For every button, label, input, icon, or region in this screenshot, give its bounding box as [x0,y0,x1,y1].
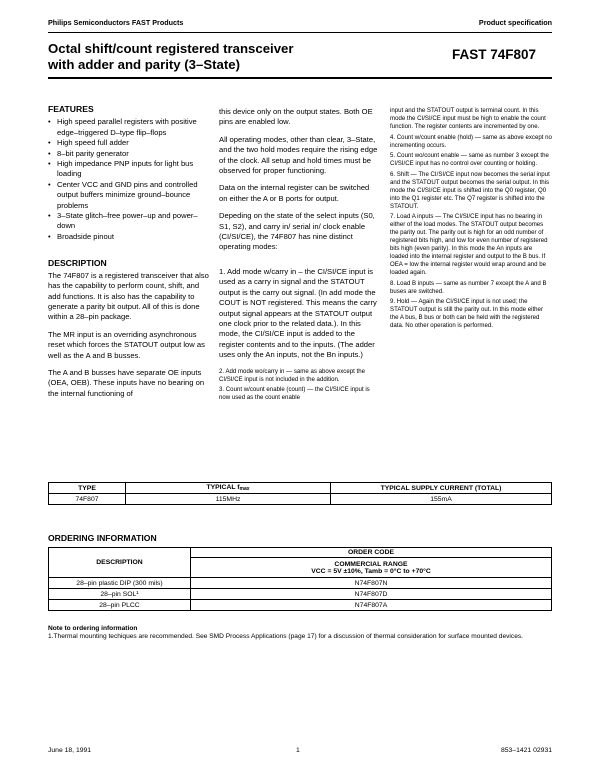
mode-description: input and the STATOUT output is terminal count. In this mode the CI/SI/CE input must be high to enable the count function. The register contents are incremented by one. [390,107,546,130]
table-cell: 74F807 [49,494,126,505]
body-paragraph: Data on the internal register can be switched on either the A or B ports for output. [219,183,370,203]
table-row [49,589,552,600]
list-item: • Broadside pinout [48,231,114,241]
fmax-header: TYPICAL $f_{max}$ [126,483,331,494]
note-title: Note to ordering information [48,625,138,632]
description-paragraph: The 74F807 is a registered transceiver that also has the capability to perform count, shift, and add functions. It is also has the capability to generate a parity bit output. All of this is done within a 28–pin package. [48,270,209,322]
note-text: 1.Thermal mounting techiques are recommended. See SMD Process Applications (page 17) for a discussion of thermal consideration for surface mounted devices. [48,633,523,640]
table-row [49,600,552,611]
list-item: • High impedance PNP inputs for light bus loading [48,159,194,179]
type-header: TYPE [49,483,126,494]
mode-description: 1. Add mode w/carry in – the CI/SI/CE input is used as a carry in signal and the STATOUT output is the carry out signal. (In add mode the COUT is NOT registered. This means the carry output signal appears at the STATOUT output one clock prior to the related data.). In this mode, the CI/SI/CE input is added to the register contents and to the inputs. (The adder uses only the An inputs, not the Bn inputs.) [219,266,377,360]
spec-table [48,482,552,505]
list-item: • High speed full adder [48,138,129,148]
column-3 [390,107,552,333]
table-cell: N74F807N [191,578,552,589]
mode-description: 3. Count w/count enable (count) — the CI/SI/CE input is now used as the count enable [219,386,370,402]
footer-date: June 18, 1991 [48,747,92,754]
column-1 [48,104,210,406]
column-2 [219,107,379,405]
ordering-table [48,547,552,611]
mode-description: 9. Hold — Again the CI/SI/CE input is not used; the STATOUT output is still the parity out. In this mode either the A bus, B bus or both can be held with the registered data. No other operation is performed. [390,298,543,329]
table-cell: 28–pin SOL¹ [49,589,191,600]
doc-type: Product specification [478,18,552,27]
title-rule [48,77,552,79]
table-cell: 28–pin plastic DIP (300 mils) [49,578,191,589]
features-heading: FEATURES [48,104,94,114]
table-cell: 115MHz [126,494,331,505]
mode-description: 4. Count w/count enable (hold) — same as above except no incrementing occurs. [390,133,552,149]
order-code-header: ORDER CODE [191,548,552,558]
table-row [49,578,552,589]
description-header: DESCRIPTION [49,548,191,578]
mode-description: 6. Shift — The CI/SI/CE input now becomes the serial input and the STATOUT output becomes the serial output. In this mode the CI/SI/CE input is shifted into the Q0 register, Q0 into the Q1 register etc. The Q7 register is shifted into the STATOUT. [390,170,550,210]
table-cell: 28–pin PLCC [49,600,191,611]
range-condition: VCC = 5V ±10%, Tamb = 0°C to +70°C [311,567,431,575]
page-number: 1 [296,747,300,754]
description-paragraph: The A and B busses have separate OE inputs (OEA, OEB). These inputs have no bearing on the internal functioning of [48,367,205,398]
ordering-heading: ORDERING INFORMATION [48,533,157,543]
table-cell: 155mA [331,494,552,505]
mode-description: 8. Load B inputs — same as number 7 except the A and B buses are switched. [390,279,547,295]
page-title: Octal shift/count registered transceiver with adder and parity (3–State) [48,41,294,72]
range-header: COMMERCIAL RANGE VCC = 5V ±10%, Tamb = 0°C to +70°C [191,558,552,578]
list-item: • 8–bit parity generator [48,148,129,158]
mode-description: 7. Load A inputs — The CI/SI/CE input has no bearing in either of the load modes. The STATOUT output becomes the parity out. The parity out is high for an odd number of registered bits high, and low for even number of registered bits high (even parity). In this mode the An inputs are loaded into the internal register and output to the B bus. If OEA = low the internal register would wrap around and be loaded again. [390,213,548,276]
header-rule [48,32,552,33]
list-item: • 3–State glitch–free power–up and power–down [48,211,198,231]
features-list [48,117,210,242]
table-row [49,494,552,505]
table-cell: N74F807D [191,589,552,600]
mode-description: 5. Count wo/count enable — same as number 3 except the CI/SI/CE input has no control over counting or holding. [390,152,549,167]
body-paragraph: Depeding on the state of the select inputs (S0, S1, S2), and carry in/ serial in/ clock enable (CI/SI/CE), the 74F807 has nine distinct operating modes: [219,211,375,252]
body-paragraph: this device only on the output states. Both OE pins are enabled low. [219,107,373,127]
description-paragraph: The MR input is an overriding asynchronous reset which forces the STATOUT output low as well as the A and B busses. [48,329,205,360]
body-paragraph: All operating modes, other than clear, 3–State, and the two hold modes require the rising edge of the clock. All setup and hold times must be observed for proper functioning. [219,134,378,176]
list-item: • Center VCC and GND pins and controlled output buffers minimize ground–bounce problems [48,179,198,210]
company-name: Philips Semiconductors FAST Products [48,18,184,27]
mode-description: 2. Add mode wo/carry in — same as above except the CI/SI/CE input is not included in the addition. [219,367,365,383]
list-item: • High speed parallel registers with positive edge–triggered D–type flip–flops [48,117,197,137]
table-cell: N74F807A [191,600,552,611]
supply-header: TYPICAL SUPPLY CURRENT (TOTAL) [331,483,552,494]
description-heading: DESCRIPTION [48,258,107,269]
part-number: FAST 74F807 [452,47,537,62]
footer-code: 853–1421 02931 [500,747,552,754]
